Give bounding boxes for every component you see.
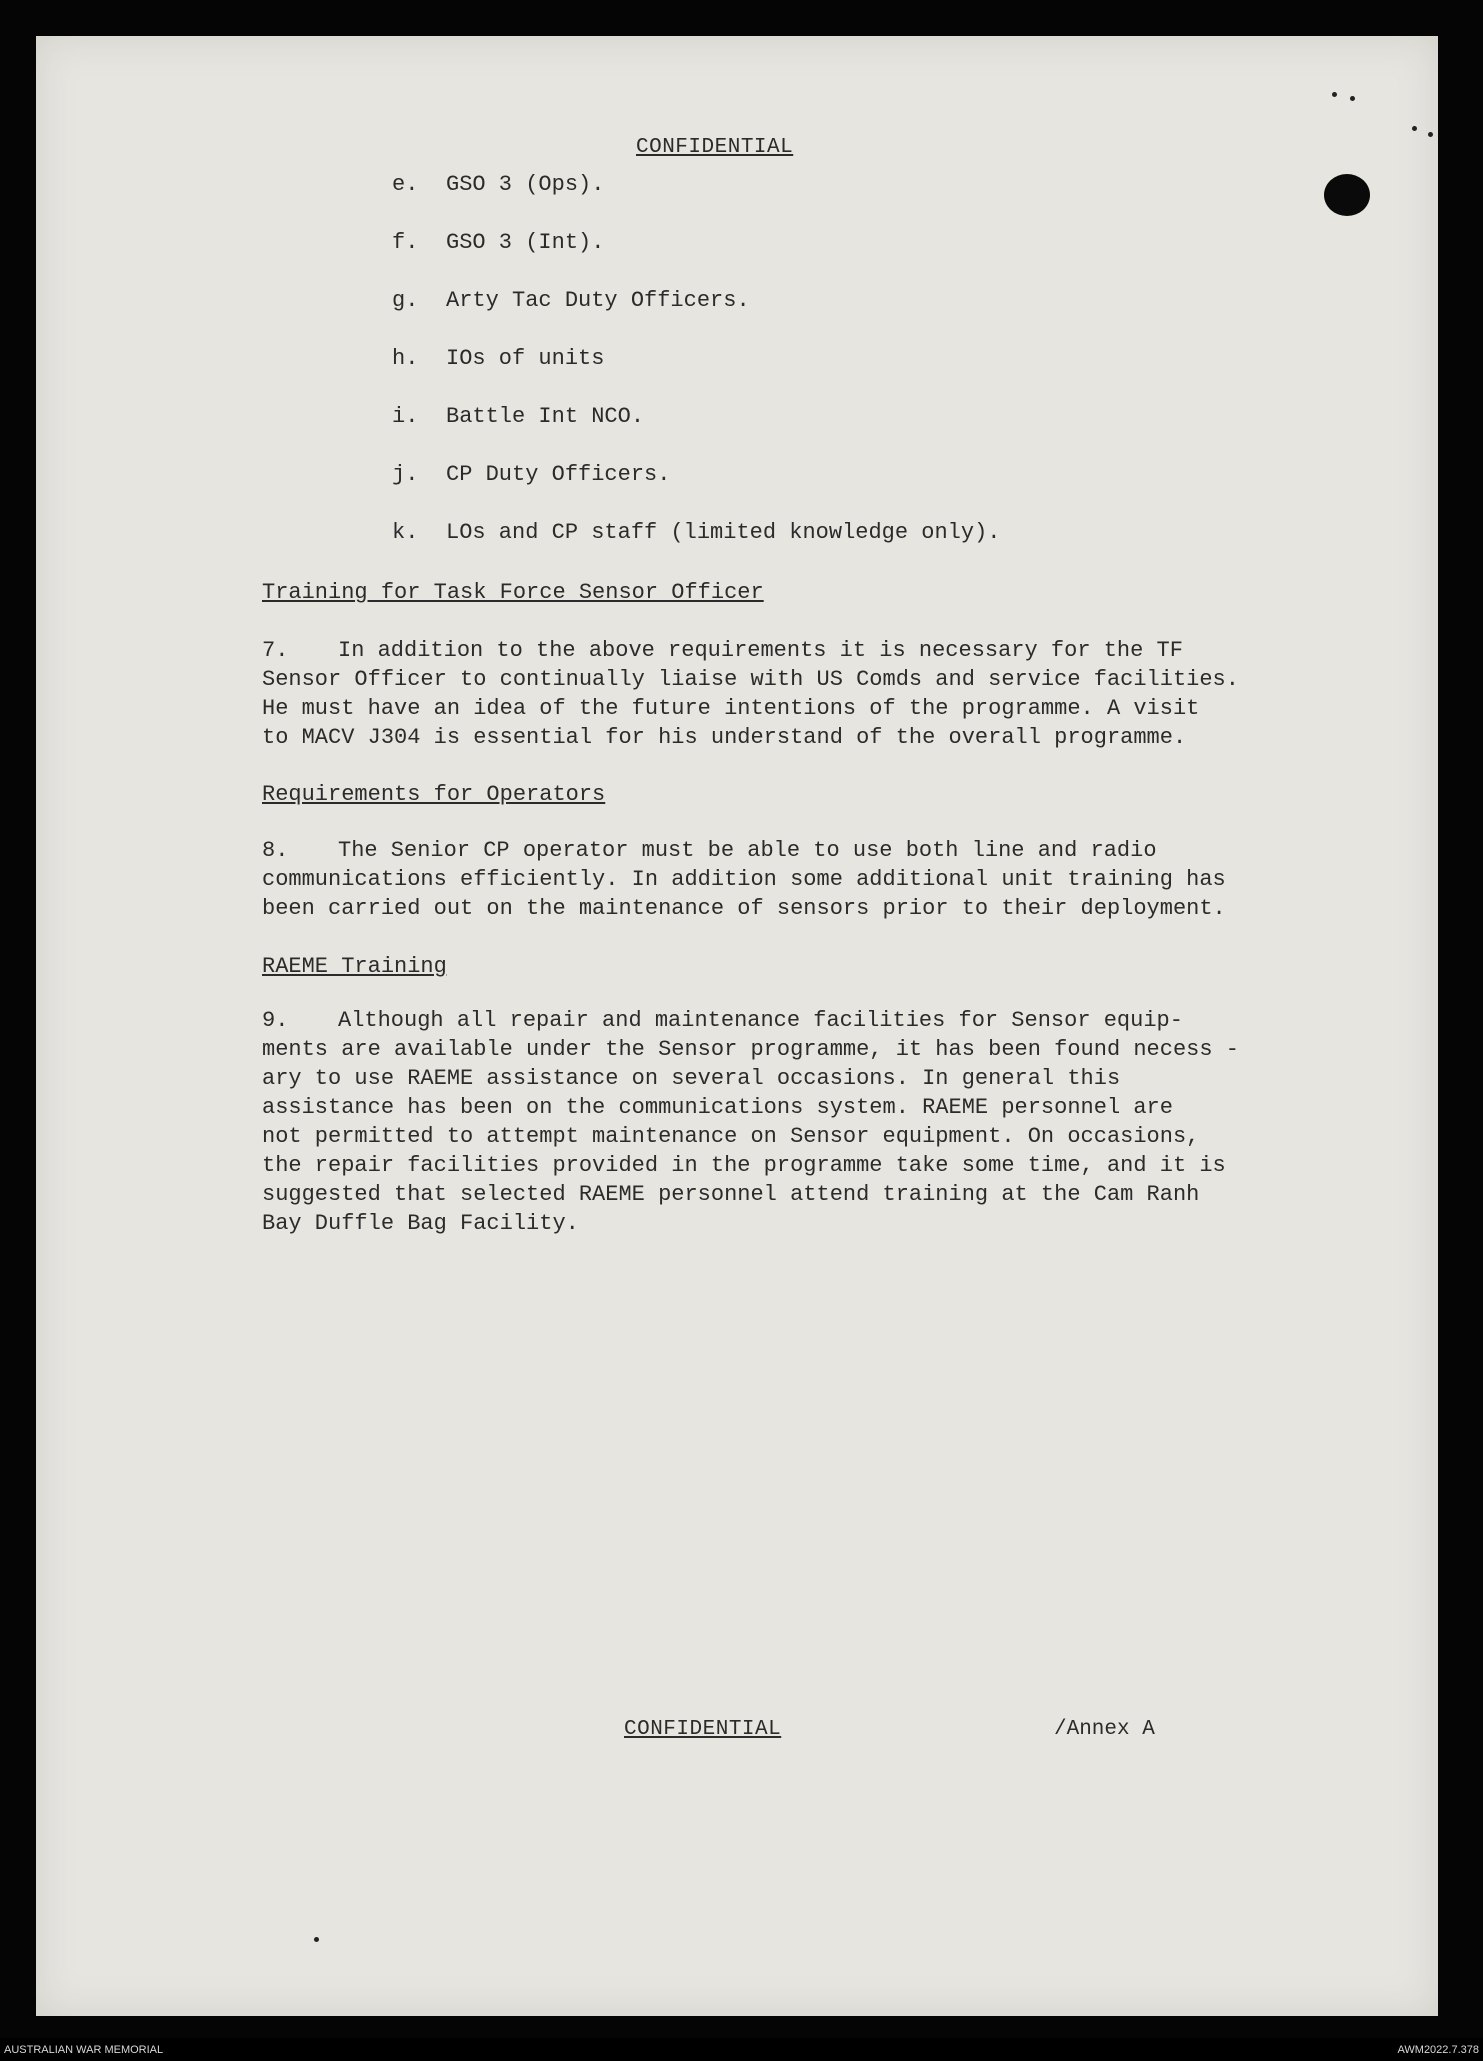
list-item <box>392 404 1001 462</box>
paragraph-line: ary to use RAEME assistance on several occasions. In general this <box>262 1066 1121 1091</box>
list-text: CP Duty Officers. <box>446 462 671 487</box>
paragraph-line: communications efficiently. In addition some additional unit training has <box>262 867 1226 892</box>
header-classification: CONFIDENTIAL <box>636 136 794 159</box>
paragraph-line: ments are available under the Sensor programme, it has been found necess - <box>262 1037 1239 1062</box>
paragraph-line: Bay Duffle Bag Facility. <box>262 1211 579 1236</box>
paragraph-line: suggested that selected RAEME personnel attend training at the Cam Ranh <box>262 1182 1200 1207</box>
paragraph-line: to MACV J304 is essential for his understand of the overall programme. <box>262 725 1187 750</box>
list-text: GSO 3 (Ops). <box>446 172 605 197</box>
document-page <box>36 36 1438 2016</box>
speck <box>1350 96 1355 101</box>
paragraph-9 <box>262 1006 1342 1238</box>
list-letter: e. <box>392 172 419 197</box>
paragraph-line: 9. Although all repair and maintenance facilities for Sensor equip- <box>262 1008 1183 1033</box>
list-letter: i. <box>392 404 419 429</box>
list-item <box>392 230 1001 288</box>
paragraph-line: Sensor Officer to continually liaise with US Comds and service facilities. <box>262 667 1239 692</box>
list-letter: g. <box>392 288 419 313</box>
paragraph-7 <box>262 636 1342 752</box>
paragraph-line: the repair facilities provided in the programme take some time, and it is <box>262 1153 1226 1178</box>
list-text: IOs of units <box>446 346 605 371</box>
paragraph-line: not permitted to attempt maintenance on Sensor equipment. On occasions, <box>262 1124 1200 1149</box>
paragraph-line: assistance has been on the communications system. RAEME personnel are <box>262 1095 1173 1120</box>
archive-footer <box>0 2038 1483 2061</box>
list-text: Arty Tac Duty Officers. <box>446 288 750 313</box>
list-letter: h. <box>392 346 419 371</box>
archive-name: AUSTRALIAN WAR MEMORIAL <box>4 2044 164 2056</box>
paragraph-line: He must have an idea of the future intentions of the programme. A visit <box>262 696 1200 721</box>
list-text: LOs and CP staff (limited knowledge only). <box>446 520 1001 545</box>
paragraph-line: been carried out on the maintenance of sensors prior to their deployment. <box>262 896 1226 921</box>
list-letter: k. <box>392 520 419 545</box>
punch-hole <box>1324 174 1370 216</box>
list-text: Battle Int NCO. <box>446 404 645 429</box>
paragraph-line: 7. In addition to the above requirements it is necessary for the TF <box>262 638 1183 663</box>
footer-classification: CONFIDENTIAL <box>624 1718 782 1741</box>
paragraph-line: 8. The Senior CP operator must be able to use both line and radio <box>262 838 1157 863</box>
paragraph-number: 7. <box>262 638 289 663</box>
annex-reference: /Annex A <box>1054 1718 1155 1741</box>
speck <box>1428 132 1433 137</box>
speck <box>1412 126 1417 131</box>
paragraph-number: 9. <box>262 1008 289 1033</box>
section-heading-raeme: RAEME Training <box>262 954 447 979</box>
paragraph-8 <box>262 836 1342 923</box>
list-item <box>392 462 1001 520</box>
list-item <box>392 520 1001 578</box>
speck <box>1332 92 1337 97</box>
archive-id: AWM2022.7.378 <box>1397 2044 1479 2056</box>
section-heading-operators: Requirements for Operators <box>262 782 606 807</box>
list-item <box>392 172 1001 230</box>
list-letter: f. <box>392 230 419 255</box>
list-item <box>392 288 1001 346</box>
list-item <box>392 346 1001 404</box>
list-letter: j. <box>392 462 419 487</box>
speck <box>314 1937 319 1942</box>
paragraph-number: 8. <box>262 838 289 863</box>
section-heading-sensor-officer: Training for Task Force Sensor Officer <box>262 580 764 605</box>
list-text: GSO 3 (Int). <box>446 230 605 255</box>
personnel-list <box>392 172 1001 578</box>
